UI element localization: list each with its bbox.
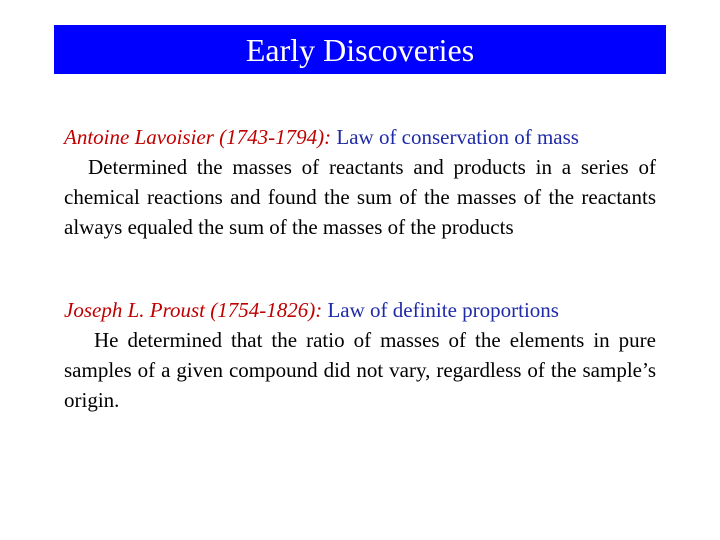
proust-description: He determined that the ratio of masses of the elements in pure samples of a given compound did not vary, regardless of the sample’s origin. xyxy=(64,328,656,412)
title-bar xyxy=(54,25,666,74)
slide-title: Early Discoveries xyxy=(245,31,475,68)
lavoisier-law: Law of conservation of mass xyxy=(336,125,579,149)
lavoisier-section xyxy=(64,122,656,242)
proust-section xyxy=(64,295,656,415)
lavoisier-description: Determined the masses of reactants and products in a series of chemical reactions and found the sum of the masses of the reactants always equaled the sum of the masses of the products xyxy=(64,155,656,239)
proust-heading xyxy=(64,295,656,325)
lavoisier-heading xyxy=(64,122,656,152)
lavoisier-name: Antoine Lavoisier (1743-1794): xyxy=(64,125,332,149)
proust-name: Joseph L. Proust (1754-1826): xyxy=(64,298,323,322)
proust-law: Law of definite proportions xyxy=(327,298,559,322)
